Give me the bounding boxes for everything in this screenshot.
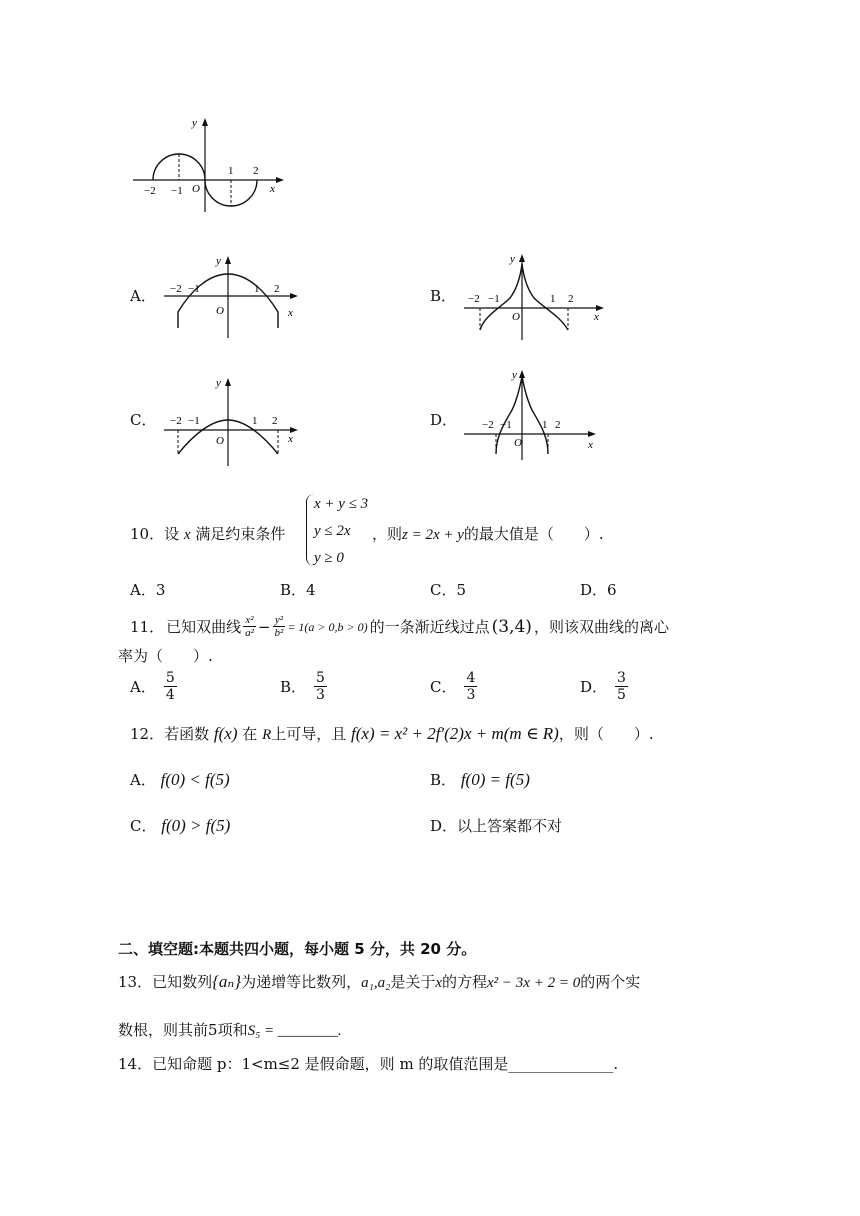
q11-stem-text: 的一条渐近线过点 <box>369 617 490 636</box>
fraction: $\frac{5}{4}$ <box>165 670 175 703</box>
q10-option-d: D．6 <box>580 581 617 599</box>
q10-stem-text: ，则 <box>372 525 403 543</box>
point-coordinates: (3,4) <box>491 616 532 637</box>
tick-label: 1 <box>550 293 556 305</box>
number-five: 5 <box>208 1021 218 1039</box>
variable-x: x <box>183 527 191 543</box>
q12-option-d: D．以上答案都不对 <box>430 817 563 835</box>
tick-label: −2 <box>482 419 494 431</box>
origin-label: O <box>192 183 200 195</box>
quadratic-equation: x² − 3x + 2 = 0 <box>487 975 581 991</box>
option-d-graph <box>460 366 610 462</box>
q12-option-b: B． f(0) = f(5) <box>430 770 530 789</box>
q13-stem-text: 为递增等比数列， <box>241 973 362 991</box>
objective-function: z = 2x + y <box>402 527 464 543</box>
q11-option-c: C． $\frac{4}{3}$ <box>430 670 476 703</box>
q11-option-d: D． $\frac{3}{5}$ <box>580 670 626 703</box>
tick-label: 2 <box>253 165 259 177</box>
fraction: $\frac{4}{3}$ <box>466 670 476 703</box>
question-number: 12． <box>130 725 165 743</box>
tick-label: 1 <box>254 283 260 295</box>
tick-label: 1 <box>228 165 234 177</box>
origin-label: O <box>216 305 224 317</box>
q13-stem <box>118 972 640 993</box>
q12-stem <box>130 724 654 745</box>
set-R: R <box>262 727 272 743</box>
q10-stem-text: 满足约束条件 <box>195 525 286 543</box>
q10-stem <box>130 524 285 545</box>
q12-option-c: C． f(0) > f(5) <box>130 816 231 835</box>
question-number: 10． <box>130 525 165 543</box>
option-b-label: B． <box>430 287 457 305</box>
constraint-1: x + y ≤ 3 <box>314 496 369 512</box>
tick-label: 2 <box>272 415 278 427</box>
constraint-2: y ≤ 2x <box>314 523 351 539</box>
axis-x-label: x <box>288 307 293 319</box>
axis-x-label: x <box>594 311 599 323</box>
tick-label: −1 <box>188 283 200 295</box>
q14-stem: 14．已知命题 p：1<m≤2 是假命题，则 m 的取值范围是______________. <box>118 1055 619 1073</box>
reference-graph <box>128 112 288 217</box>
tick-label: 2 <box>555 419 561 431</box>
q12-option-a: A． f(0) < f(5) <box>130 770 230 789</box>
tick-label: −2 <box>170 283 182 295</box>
q12-stem-text: 若函数 <box>164 725 210 743</box>
q11-stem-line2: 率为（ ）. <box>118 647 213 665</box>
tick-label: −2 <box>170 415 182 427</box>
tick-label: −1 <box>488 293 500 305</box>
hyperbola-condition: = 1(a > 0,b > 0) <box>287 619 368 634</box>
option-a-label: A． <box>130 287 156 305</box>
function-equation: f(x) = x² + 2f′(2)x + m(m ∈ R) <box>351 724 559 743</box>
axis-x-label: x <box>588 439 593 451</box>
function-f: f(x) <box>213 724 238 743</box>
axis-y-label: y <box>512 369 517 381</box>
axis-y-label: y <box>216 255 221 267</box>
q10-stem-tail <box>372 524 604 545</box>
q13-stem-text: 的方程 <box>442 973 488 991</box>
q12-stem-text: 上可导，且 <box>271 725 347 743</box>
tick-label: 1 <box>542 419 548 431</box>
sequence: {aₙ} <box>212 972 242 991</box>
fraction: $\frac{3}{5}$ <box>617 670 626 703</box>
fraction-x2-a2: $\frac{\text{x²}}{\text{a²}}$ <box>245 614 254 639</box>
q10-option-a: A．3 <box>130 581 166 599</box>
option-a-graph <box>160 252 300 340</box>
q10-stem-text: 设 <box>164 525 180 543</box>
q13-stem-text: 项和 <box>217 1021 248 1039</box>
q11-option-b: B． $\frac{5}{3}$ <box>280 670 325 703</box>
axis-y-label: y <box>192 117 197 129</box>
option-d-label: D． <box>430 411 458 429</box>
tick-label: −1 <box>171 185 183 197</box>
option-c-label: C． <box>130 411 157 429</box>
option-b-graph <box>460 250 610 342</box>
axis-y-label: y <box>510 253 515 265</box>
tick-label: 1 <box>252 415 258 427</box>
q10-stem-text: 的最大值是（ ）. <box>463 525 604 543</box>
axis-y-label: y <box>216 377 221 389</box>
tick-label: 2 <box>568 293 574 305</box>
tick-label: −2 <box>144 185 156 197</box>
q11-option-a: A． $\frac{5}{4}$ <box>130 670 175 703</box>
question-number: 13． <box>118 973 153 991</box>
tick-label: −2 <box>468 293 480 305</box>
axis-x-label: x <box>270 183 275 195</box>
q13-stem-line2 <box>118 1020 342 1041</box>
fraction-y2-b2: $\frac{\text{y²}}{\text{b²}}$ <box>274 614 284 639</box>
tick-label: −1 <box>500 419 512 431</box>
section-heading: 二、填空题:本题共四小题，每小题 5 分，共 20 分。 <box>118 940 477 958</box>
option-c-graph <box>160 372 300 468</box>
q13-stem-text: 的两个实 <box>580 973 641 991</box>
q12-stem-text: ，则（ ）. <box>558 725 654 743</box>
q11-stem-text: 已知双曲线 <box>166 617 242 636</box>
q12-stem-text: 在 <box>242 725 258 743</box>
variable-x: x <box>435 975 442 991</box>
q11-stem: 11． 已知双曲线 $\frac{\text{x²}}{\text{a²}}$ − $\frac{\text{y²}}{\text{b²}}$ = 1(a > 0,b > 0) 的一条渐近线过点 (3,4) ，则该双曲线的离心 <box>130 614 669 639</box>
q10-option-c: C．5 <box>430 581 467 599</box>
tick-label: −1 <box>188 415 200 427</box>
q10-option-b: B．4 <box>280 581 316 599</box>
origin-label: O <box>514 437 522 449</box>
origin-label: O <box>512 311 520 323</box>
q11-stem-text: ，则该双曲线的离心 <box>533 617 669 636</box>
sum-s5-blank[interactable]: S₅ = ________. <box>247 1023 342 1039</box>
origin-label: O <box>216 435 224 447</box>
q13-stem-text: 已知数列 <box>152 973 213 991</box>
q13-stem-text: 数根，则其前 <box>118 1021 209 1039</box>
tick-label: 2 <box>274 283 280 295</box>
axis-x-label: x <box>288 433 293 445</box>
q13-stem-text: 是关于 <box>390 973 436 991</box>
constraint-3: y ≥ 0 <box>314 550 344 566</box>
question-number: 11． <box>130 617 165 636</box>
fraction: $\frac{5}{3}$ <box>316 670 325 703</box>
terms: a₁,a₂ <box>361 975 391 991</box>
